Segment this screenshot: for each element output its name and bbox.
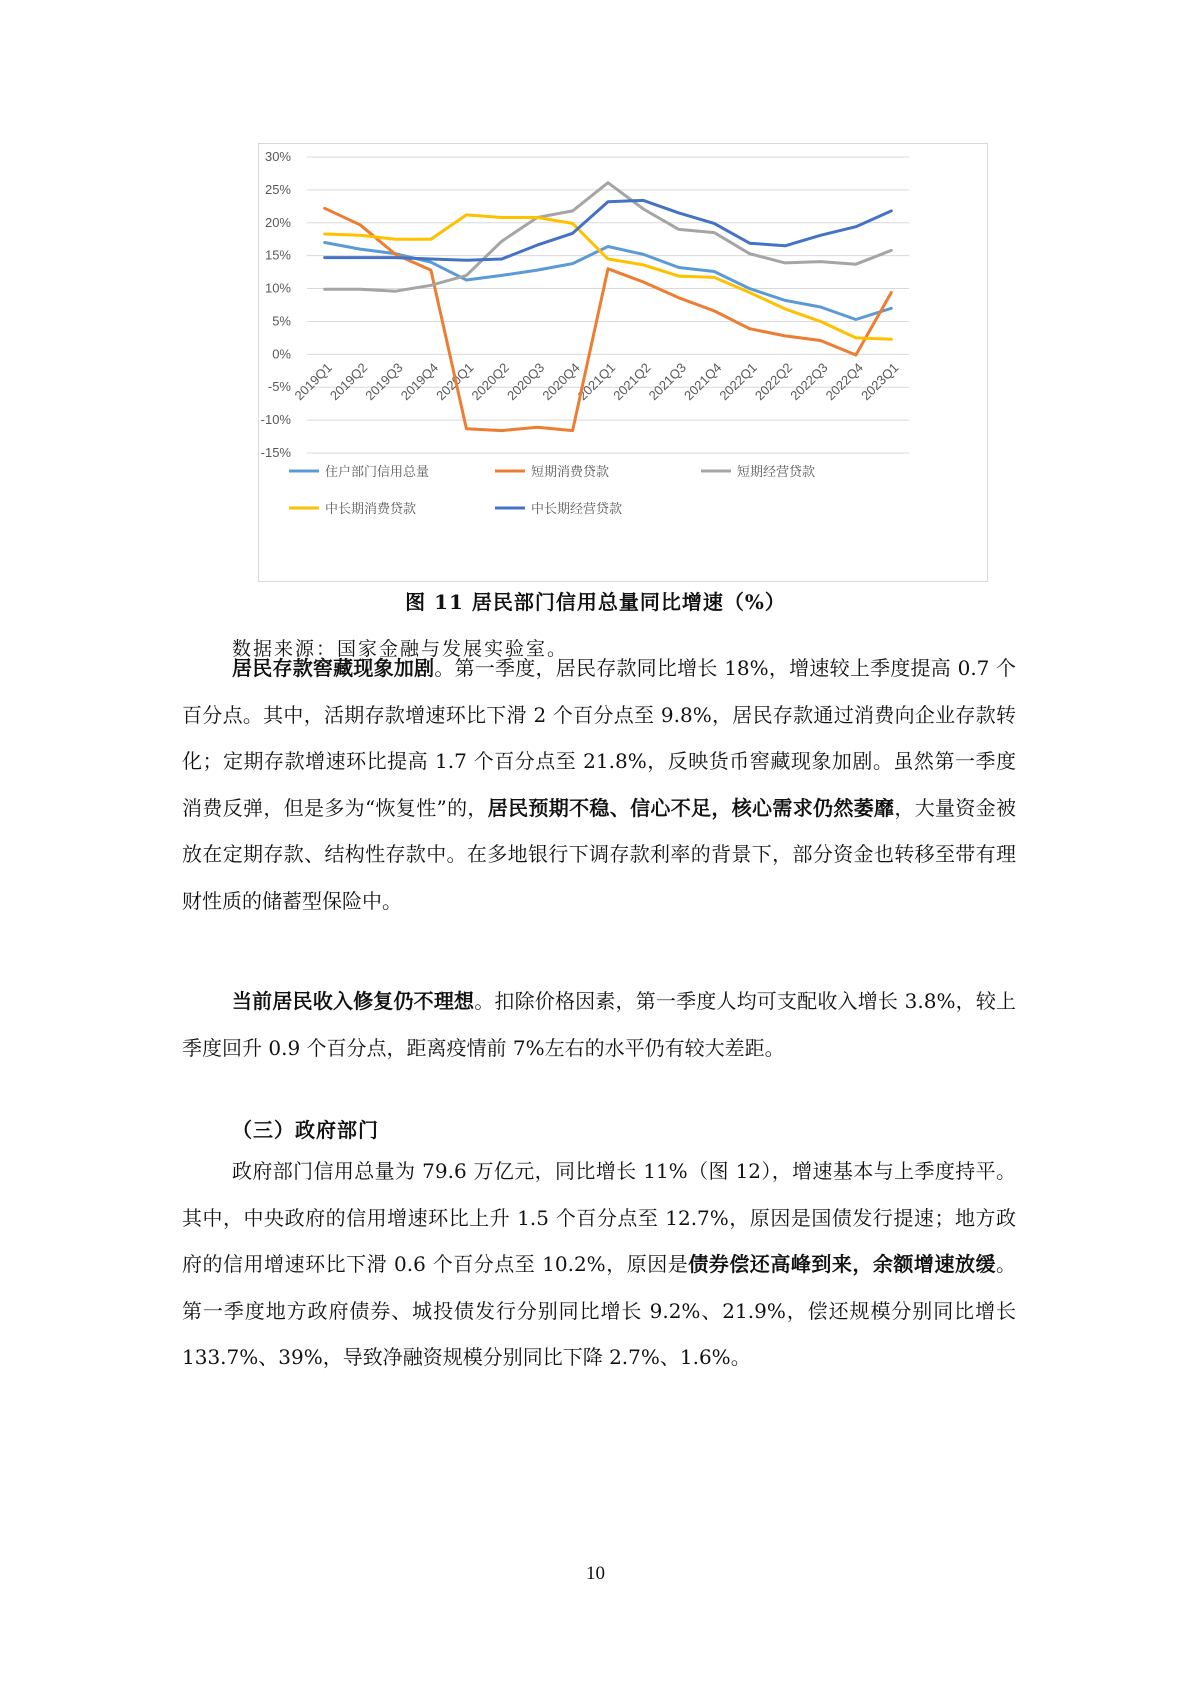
paragraph-income-bold-1: 当前居民收入修复仍不理想 bbox=[232, 989, 475, 1013]
y-tick-label: 30% bbox=[264, 149, 291, 164]
chart-figure bbox=[258, 143, 988, 582]
legend-label: 短期经营贷款 bbox=[737, 465, 816, 480]
y-tick-label: 10% bbox=[264, 280, 291, 296]
paragraph-government-bold-1: 债券偿还高峰到来，余额增速放缓 bbox=[688, 1252, 996, 1276]
x-tick-label: 2021Q1 bbox=[574, 359, 619, 404]
x-tick-label: 2021Q3 bbox=[645, 359, 689, 404]
paragraph-deposits bbox=[182, 645, 1016, 924]
line-chart bbox=[259, 144, 987, 581]
paragraph-income bbox=[182, 978, 1016, 1071]
legend-label: 住户部门信用总量 bbox=[325, 465, 430, 480]
x-tick-label: 2019Q1 bbox=[291, 359, 335, 404]
y-tick-label: 15% bbox=[264, 247, 291, 263]
paragraph-government-text-1: 政府部门信用总量为 79.6 万亿元，同比增长 11%（图 12），增速基本与上季度持平。其中，中央政府的信用增速环比上升 1.5 个百分点至 12.7%，原因是国债发行提速；地方政府的信用增速环比下滑 0.6 个百分点至 10.2%，原因是 bbox=[182, 1159, 1016, 1276]
paragraph-income-text-1: 。扣除价格因素，第一季度人均可支配收入增长 3.8%，较上季度回升 0.9 个百分点，距离疫情前 7%左右的水平仍有较大差距。 bbox=[182, 989, 1016, 1060]
x-tick-label: 2020Q4 bbox=[539, 359, 583, 404]
x-tick-label: 2022Q2 bbox=[751, 359, 796, 404]
y-tick-label: 20% bbox=[264, 214, 291, 230]
figure-caption: 图 11 居民部门信用总量同比增速（%） bbox=[405, 590, 786, 614]
x-tick-label: 2020Q1 bbox=[433, 359, 477, 404]
y-tick-label: -10% bbox=[260, 412, 291, 428]
paragraph-deposits-bold-2: 居民预期不稳、信心不足，核心需求仍然萎靡 bbox=[487, 795, 895, 820]
x-tick-label: 2020Q3 bbox=[503, 359, 548, 404]
x-tick-label: 2019Q3 bbox=[362, 359, 406, 404]
y-tick-label: 5% bbox=[272, 313, 291, 329]
paragraph-deposits-bold-1: 居民存款窖藏现象加剧 bbox=[232, 656, 435, 680]
paragraph-deposits-text-2: ，大量资金被放在定期存款、结构性存款中。在多地银行下调存款利率的背景下，部分资金也转移至带有理财性质的储蓄型保险中。 bbox=[182, 795, 1017, 913]
x-tick-label: 2023Q1 bbox=[858, 359, 902, 404]
x-tick-label: 2022Q1 bbox=[716, 359, 760, 404]
x-tick-label: 2020Q2 bbox=[468, 359, 512, 404]
y-tick-label: 0% bbox=[272, 346, 291, 362]
x-tick-label: 2019Q4 bbox=[397, 359, 442, 404]
series-line-4 bbox=[325, 215, 892, 339]
paragraph-deposits-text-1: 。第一季度，居民存款同比增长 18%，增速较上季度提高 0.7 个百分点。其中，活期存款增速环比下滑 2 个百分点至 9.8%，居民存款通过消费向企业存款转化；定期存款增速环比提高 1.7 个百分点至 21.8%，反映货币窖藏现象加剧。虽然第一季度消费反弹，但是多为“恢复性”的， bbox=[182, 656, 1016, 820]
legend-label: 中长期消费贷款 bbox=[325, 502, 417, 517]
data-source-note: 数据来源：国家金融与发展实验室。 bbox=[232, 638, 569, 660]
y-tick-label: 25% bbox=[264, 181, 291, 197]
x-tick-label: 2022Q4 bbox=[822, 359, 867, 404]
series-line-5 bbox=[325, 200, 892, 260]
y-tick-label: -15% bbox=[260, 445, 291, 460]
series-line-1 bbox=[325, 243, 892, 320]
paragraph-government-text-2: 。第一季度地方政府债券、城投债发行分别同比增长 9.2%、21.9%，偿还规模分别同比增长 133.7%、39%，导致净融资规模分别同比下降 2.7%、1.6%。 bbox=[182, 1252, 1016, 1369]
section-heading: （三）政府部门 bbox=[232, 1118, 379, 1142]
legend-label: 中长期经营贷款 bbox=[531, 502, 623, 517]
y-tick-label: -5% bbox=[267, 379, 291, 395]
page-number: 10 bbox=[586, 1563, 605, 1584]
x-tick-label: 2021Q4 bbox=[681, 359, 725, 404]
x-tick-label: 2019Q2 bbox=[326, 359, 371, 404]
legend-label: 短期消费贷款 bbox=[531, 465, 610, 480]
x-tick-label: 2022Q3 bbox=[787, 359, 831, 404]
x-tick-label: 2021Q2 bbox=[610, 359, 654, 404]
paragraph-government bbox=[182, 1148, 1016, 1381]
